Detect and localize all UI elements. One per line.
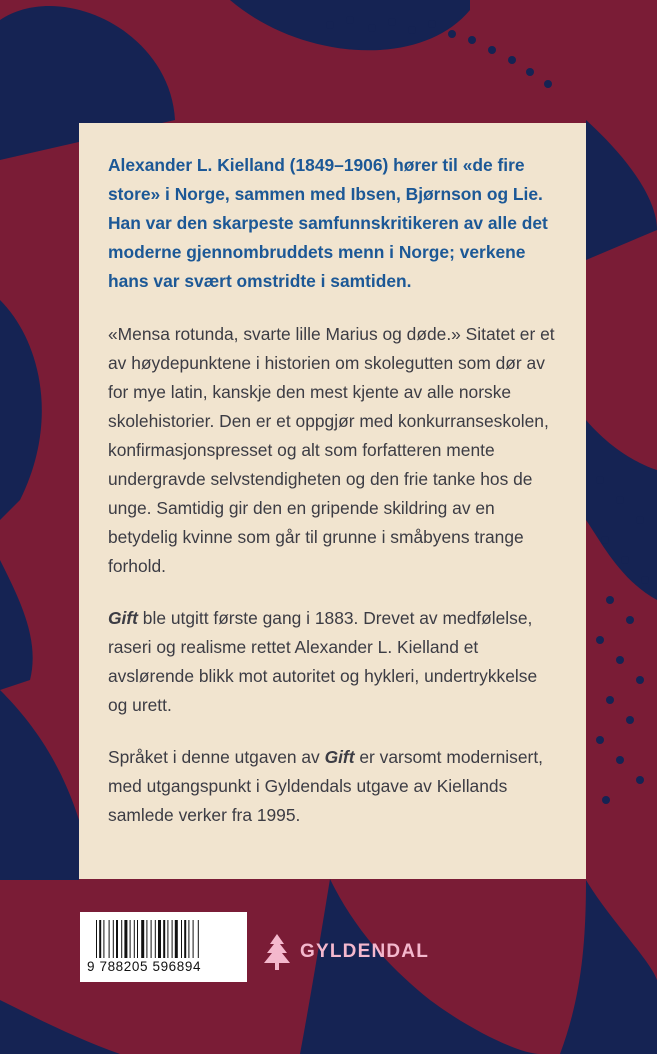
publication-paragraph [108,604,560,720]
isbn-barcode [80,912,247,982]
publisher-logo [262,931,429,973]
lead-paragraph: Alexander L. Kielland (1849–1906) hører til «de fire store» i Norge, sammen med Ibsen, Bjørnson og Lie. Han var den skarpeste samfunnskritikeren av alle det moderne gjennombruddets menn i Norge; verkene hans var svært omstridte i samtiden. [108,155,548,291]
language-paragraph [108,743,560,830]
back-cover-text-panel [79,123,586,879]
publication-text: ble utgitt første gang i 1883. Drevet av medfølelse, raseri og realisme rettet Alexander L. Kielland et avslørende blikk mot autoritet og hykleri, undertrykkelse og urett. [108,608,538,715]
book-title-italic: Gift [108,608,138,628]
language-text-start: Språket i denne utgaven av [108,747,325,767]
book-title-italic: Gift [324,747,355,767]
publisher-name: GYLDENDAL [300,941,430,962]
isbn-number: 9 788205 596894 [87,959,202,974]
description-paragraph: «Mensa rotunda, svarte lille Marius og døde.» Sitatet er et av høydepunktene i historien om skolegutten som dør av for mye latin, kanskje den mest kjente av alle norske skolehistorier. Den er et oppgjør med konkurranseskolen, konfirmasjonspresset og alt som forfatteren mente undergravde selvstendigheten og den frie tanke hos de unge. Samtidig gir den en gripende skildring av en betydelig kvinne som går til grunne i småbyens trange forhold. [108,324,555,576]
language-text-rest: er varsomt modernisert, med utgangspunkt i Gyldendals utgave av Kiellands samlede verker fra 1995. [108,747,543,825]
barcode-bars [96,920,233,958]
tree-icon [262,932,292,972]
